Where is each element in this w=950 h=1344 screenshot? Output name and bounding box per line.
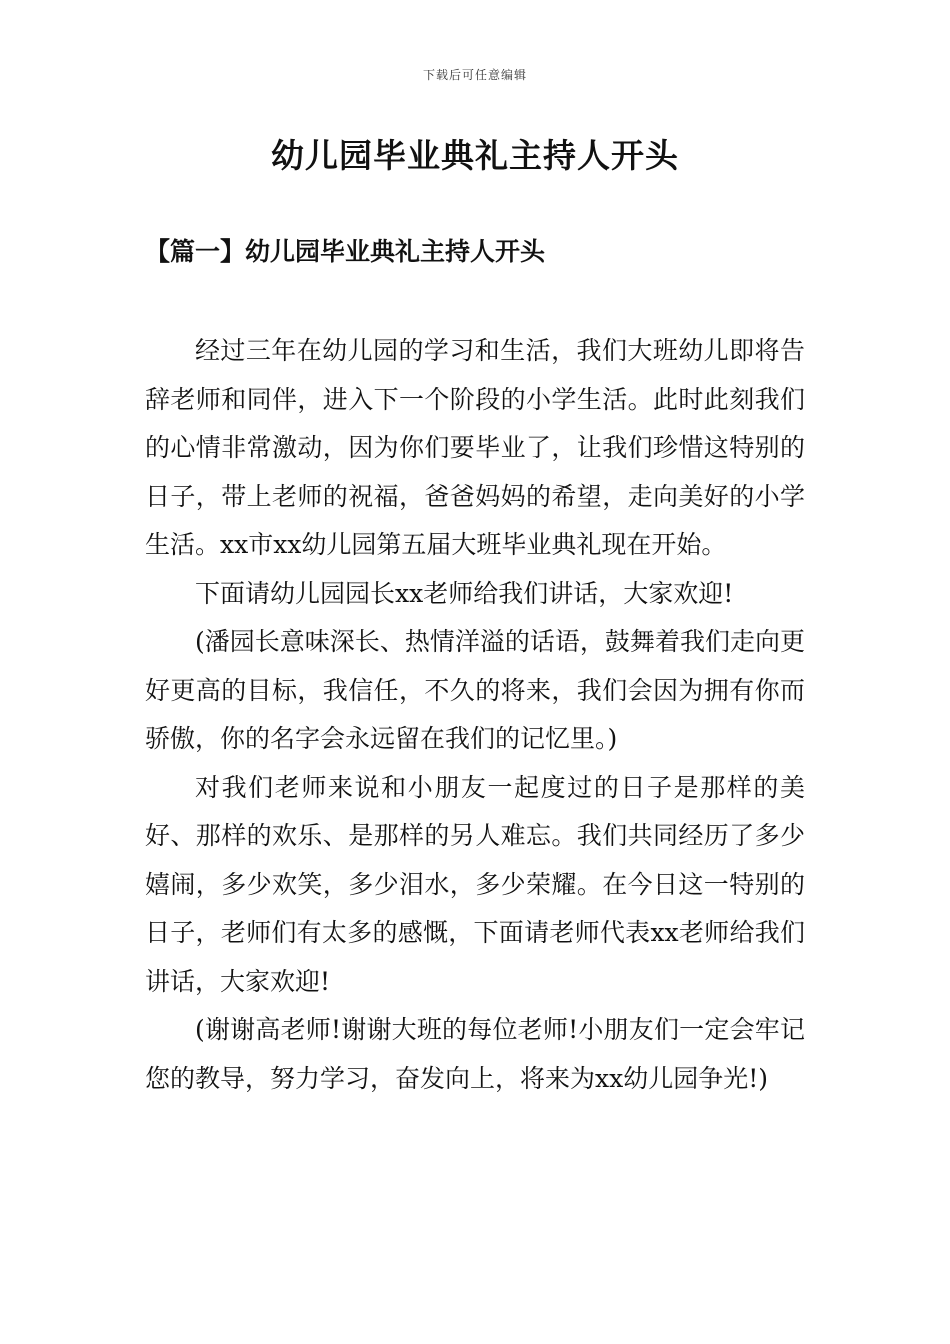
document-body [145,327,805,1103]
document-title: 幼儿园毕业典礼主持人开头 [271,136,679,175]
paragraph: 下面请幼儿园园长xx老师给我们讲话，大家欢迎! [195,578,734,608]
section-heading: 【篇一】幼儿园毕业典礼主持人开头 [145,237,546,266]
paragraph: (谢谢高老师!谢谢大班的每位老师!小朋友们一定会牢记您的教导，努力学习，奋发向上，将来为xx幼儿园争光!) [145,1015,805,1093]
paragraph: 经过三年在幼儿园的学习和生活，我们大班幼儿即将告辞老师和同伴，进入下一个阶段的小学生活。此时此刻我们的心情非常激动，因为你们要毕业了，让我们珍惜这特别的日子，带上老师的祝福，爸爸妈妈的希望，走向美好的小学生活。xx市xx幼儿园第五届大班毕业典礼现在开始。 [145,336,805,559]
paragraph: 对我们老师来说和小朋友一起度过的日子是那样的美好、那样的欢乐、是那样的另人难忘。我们共同经历了多少嬉闹，多少欢笑，多少泪水，多少荣耀。在今日这一特别的日子，老师们有太多的感慨，下面请老师代表xx老师给我们讲话，大家欢迎! [145,772,805,996]
paragraph: (潘园长意味深长、热情洋溢的话语，鼓舞着我们走向更好更高的目标，我信任，不久的将来，我们会因为拥有你而骄傲，你的名字会永远留在我们的记忆里。) [145,627,805,753]
header-note: 下载后可任意编辑 [422,68,527,82]
